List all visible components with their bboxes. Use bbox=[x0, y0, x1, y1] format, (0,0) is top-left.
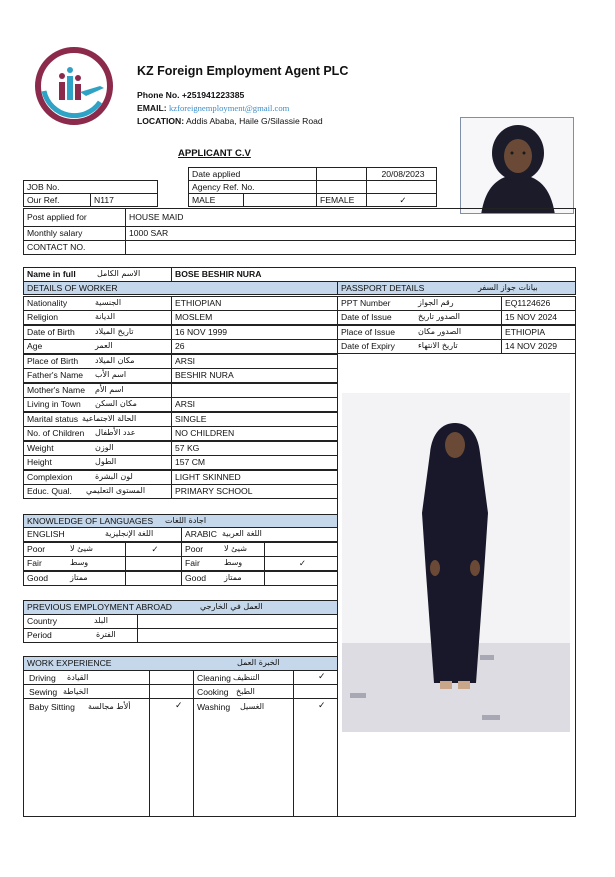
passport-field-label-ar: الصدور مكان bbox=[418, 327, 462, 336]
worker-field-label-ar: مكان السكن bbox=[95, 399, 137, 408]
work-divider bbox=[293, 670, 294, 817]
worker-field-label: Place of Birth bbox=[23, 354, 172, 369]
female-label: FEMALE bbox=[316, 193, 367, 207]
arabic-label: ARABIC bbox=[181, 527, 338, 542]
agency-ref-value bbox=[366, 180, 437, 194]
passport-field-label-ar: رقم الجواز bbox=[418, 298, 454, 307]
worker-field-label: Mother's Name bbox=[23, 383, 172, 398]
salary-label: Monthly salary bbox=[23, 226, 126, 241]
worker-field-label-ar: المستوى التعليمي bbox=[86, 486, 146, 495]
name-label-en: Name in full bbox=[27, 269, 76, 279]
worker-field-label: Religion bbox=[23, 310, 172, 325]
worker-field-value: 26 bbox=[171, 339, 338, 354]
company-logo bbox=[34, 46, 114, 126]
work-divider bbox=[23, 684, 338, 685]
worker-field-value bbox=[171, 383, 338, 398]
passport-field-label-ar: الصدور تاريخ bbox=[418, 312, 460, 321]
arabic-level-label: Good bbox=[181, 571, 265, 586]
english-level-check bbox=[125, 556, 182, 571]
worker-field-value: BESHIR NURA bbox=[171, 368, 338, 383]
worker-field-label: Age bbox=[23, 339, 172, 354]
worker-field-label-ar: العمر bbox=[95, 341, 113, 350]
page-title: APPLICANT C.V bbox=[178, 148, 251, 159]
country-label: Country bbox=[23, 614, 138, 629]
worker-field-value: NO CHILDREN bbox=[171, 426, 338, 441]
work-divider bbox=[149, 670, 150, 817]
phone-label: Phone No. bbox=[137, 90, 180, 100]
location-label: LOCATION: bbox=[137, 116, 185, 126]
page-bottom-line bbox=[23, 816, 576, 817]
country-label-ar: البلد bbox=[94, 616, 108, 625]
agency-ref-label: Agency Ref. No. bbox=[188, 180, 317, 194]
worker-field-label-ar: اسم الأب bbox=[95, 370, 127, 379]
washing-check: ✓ bbox=[318, 701, 326, 711]
salary-value: 1000 SAR bbox=[125, 226, 576, 241]
english-level-label-ar: ممتاز bbox=[70, 573, 88, 582]
worker-field-label: No. of Children bbox=[23, 426, 172, 441]
sewing-label: Sewing bbox=[29, 687, 58, 697]
contact-value bbox=[125, 240, 576, 255]
languages-header: KNOWLEDGE OF LANGUAGES bbox=[23, 514, 338, 528]
contact-label: CONTACT NO. bbox=[23, 240, 126, 255]
english-level-label: Poor bbox=[23, 542, 126, 557]
post-value: HOUSE MAID bbox=[125, 208, 576, 227]
worker-header: DETAILS OF WORKER bbox=[23, 281, 338, 295]
arabic-level-check: ✓ bbox=[264, 556, 338, 571]
driving-label: Driving bbox=[29, 673, 56, 683]
country-value bbox=[137, 614, 338, 629]
worker-field-value: PRIMARY SCHOOL bbox=[171, 484, 338, 499]
worker-field-value: MOSLEM bbox=[171, 310, 338, 325]
baby-sitting-check: ✓ bbox=[175, 701, 183, 711]
applicant-full-body-photo bbox=[342, 393, 570, 732]
female-check: ✓ bbox=[366, 193, 437, 207]
worker-field-value: SINGLE bbox=[171, 412, 338, 427]
company-name: KZ Foreign Employment Agent PLC bbox=[137, 64, 349, 78]
passport-field-label-ar: تاريخ الانتهاء bbox=[418, 341, 458, 350]
passport-field-label: Place of Issue bbox=[337, 325, 502, 340]
arabic-label-ar: اللغة العربية bbox=[222, 529, 262, 538]
name-value: BOSE BESHIR NURA bbox=[171, 267, 576, 282]
english-level-label-ar: شيئ لا bbox=[70, 544, 93, 553]
worker-field-label: Height bbox=[23, 455, 172, 470]
period-label-ar: الفترة bbox=[96, 630, 116, 639]
english-level-label-ar: وسط bbox=[70, 558, 89, 567]
arabic-level-label: Poor bbox=[181, 542, 265, 557]
arabic-level-label-ar: وسط bbox=[224, 558, 243, 567]
worker-field-label-ar: تاريخ الميلاد bbox=[95, 327, 134, 336]
languages-header-ar: اجادة اللغات bbox=[165, 516, 207, 525]
period-value bbox=[137, 628, 338, 643]
passport-field-label: Date of Expiry bbox=[337, 339, 502, 354]
worker-field-value: 157 CM bbox=[171, 455, 338, 470]
arabic-level-check bbox=[264, 542, 338, 557]
post-label: Post applied for bbox=[23, 208, 126, 227]
passport-field-value: EQ1124626 bbox=[501, 296, 576, 311]
worker-field-label-ar: اسم الأم bbox=[95, 385, 124, 394]
english-label-ar: اللغة الإنجليزية bbox=[105, 529, 154, 538]
worker-field-value: LIGHT SKINNED bbox=[171, 470, 338, 485]
english-level-check bbox=[125, 571, 182, 586]
arabic-level-label: Fair bbox=[181, 556, 265, 571]
english-level-label: Fair bbox=[23, 556, 126, 571]
work-experience-header-ar: الخبرة العمل bbox=[237, 658, 280, 667]
prev-employment-header: PREVIOUS EMPLOYMENT ABROAD bbox=[23, 600, 338, 615]
passport-field-value: 14 NOV 2029 bbox=[501, 339, 576, 354]
work-divider bbox=[193, 670, 194, 817]
worker-field-value: ETHIOPIAN bbox=[171, 296, 338, 311]
passport-header-ar: بيانات جواز السفر bbox=[478, 283, 538, 292]
passport-field-value: 15 NOV 2024 bbox=[501, 310, 576, 325]
worker-field-label-ar: الوزن bbox=[95, 443, 114, 452]
location-value: Addis Ababa, Haile G/Silassie Road bbox=[186, 116, 323, 126]
english-level-label: Good bbox=[23, 571, 126, 586]
worker-field-label: Father's Name bbox=[23, 368, 172, 383]
washing-label: Washing bbox=[197, 702, 231, 712]
worker-field-label: Educ. Qual. bbox=[23, 484, 172, 499]
worker-field-label-ar: مكان الميلاد bbox=[95, 356, 135, 365]
phone-value: +251941223385 bbox=[181, 90, 245, 100]
english-label: ENGLISH bbox=[23, 527, 182, 542]
prev-employment-header-ar: العمل في الخارجي bbox=[200, 602, 263, 611]
english-level-check: ✓ bbox=[125, 542, 182, 557]
sewing-label-ar: الخياطة bbox=[63, 687, 89, 696]
worker-field-label-ar: الحالة الاجتماعية bbox=[82, 414, 137, 423]
email-label: EMAIL: bbox=[137, 103, 167, 113]
worker-field-value: 57 KG bbox=[171, 441, 338, 456]
our-ref-label: Our Ref. bbox=[23, 193, 91, 207]
worker-field-value: ARSI bbox=[171, 397, 338, 412]
cleaning-check: ✓ bbox=[318, 672, 326, 682]
phone-line bbox=[137, 90, 244, 100]
arabic-level-label-ar: شيئ لا bbox=[224, 544, 247, 553]
date-applied-label: Date applied bbox=[188, 167, 317, 181]
job-no-label: JOB No. bbox=[23, 180, 158, 194]
date-applied-blank bbox=[316, 167, 367, 181]
passport-header: PASSPORT DETAILS bbox=[337, 281, 576, 295]
worker-field-value: 16 NOV 1999 bbox=[171, 325, 338, 340]
cleaning-label-ar: التنظيف bbox=[233, 673, 260, 682]
passport-field-value: ETHIOPIA bbox=[501, 325, 576, 340]
baby-sitting-label-ar: ألأط مجالسة bbox=[88, 702, 131, 711]
worker-field-label: Date of Birth bbox=[23, 325, 172, 340]
worker-field-label: Marital status bbox=[23, 412, 172, 427]
male-label: MALE bbox=[188, 193, 244, 207]
washing-label-ar: الغسيل bbox=[240, 702, 265, 711]
passport-field-label: Date of Issue bbox=[337, 310, 502, 325]
driving-label-ar: القيادة bbox=[67, 673, 89, 682]
location-line bbox=[137, 116, 323, 126]
email-link[interactable]: kzforeignemployment@gmail.com bbox=[169, 103, 290, 113]
name-label-ar: الاسم الكامل bbox=[97, 269, 141, 278]
our-ref-value: N117 bbox=[90, 193, 158, 207]
worker-field-label-ar: لون البشرة bbox=[95, 472, 133, 481]
worker-field-label: Living in Town bbox=[23, 397, 172, 412]
work-divider bbox=[23, 698, 338, 699]
worker-field-label: Nationality bbox=[23, 296, 172, 311]
worker-field-label-ar: الطول bbox=[95, 457, 117, 466]
worker-field-label-ar: الديانة bbox=[95, 312, 116, 321]
cleaning-label: Cleaning bbox=[197, 673, 231, 683]
worker-field-label-ar: الجنسية bbox=[95, 298, 122, 307]
cooking-label: Cooking bbox=[197, 687, 229, 697]
baby-sitting-label: Baby Sitting bbox=[29, 702, 75, 712]
worker-field-label: Weight bbox=[23, 441, 172, 456]
arabic-level-check bbox=[264, 571, 338, 586]
worker-field-label-ar: عدد الأطفال bbox=[95, 428, 136, 437]
cooking-label-ar: الطبخ bbox=[236, 687, 255, 696]
agency-ref-blank bbox=[316, 180, 367, 194]
date-applied-value: 20/08/2023 bbox=[366, 167, 437, 181]
work-experience-header: WORK EXPERIENCE bbox=[23, 656, 338, 671]
arabic-level-label-ar: ممتاز bbox=[224, 573, 242, 582]
period-label: Period bbox=[23, 628, 138, 643]
male-check-cell bbox=[243, 193, 317, 207]
applicant-portrait-photo bbox=[460, 117, 574, 214]
worker-field-label: Complexion bbox=[23, 470, 172, 485]
email-line bbox=[137, 103, 289, 113]
worker-field-value: ARSI bbox=[171, 354, 338, 369]
passport-field-label: PPT Number bbox=[337, 296, 502, 311]
